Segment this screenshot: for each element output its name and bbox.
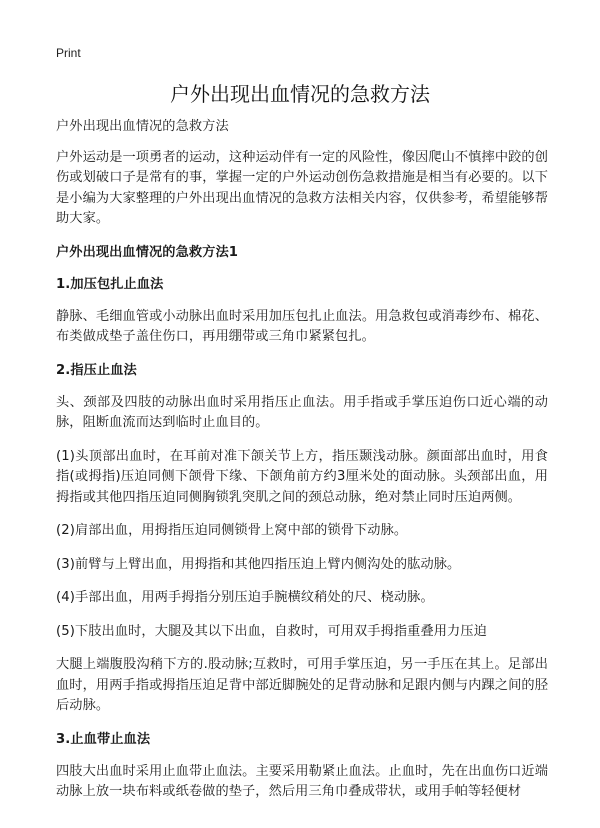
method-heading-3: 3.止血带止血法 xyxy=(56,731,151,747)
method-2-step-5: (5)下肢出血时，大腿及其以下出血，自救时，可用双手拇指重叠用力压迫 xyxy=(56,623,487,639)
section-heading: 户外出现出血情况的急救方法1 xyxy=(56,244,239,260)
intro-paragraph: 户外运动是一项勇者的运动，这种运动伴有一定的风险性，像因爬山不慎摔中跤的创伤或划破口子是常有的事，掌握一定的户外运动创伤急救措施是相当有必要的。以下是小编为大家整理的户外出现出血情况的急救方法相关内容，仅供参考，希望能够帮助大家。 xyxy=(56,149,548,226)
method-2-step-5-continued: 大腿上端腹股沟稍下方的.股动脉;互救时，可用手掌压迫，另一手压在其上。足部出血时，用两手指或拇指压迫足背中部近脚腕处的足背动脉和足跟内侧与内踝之间的胫后动脉。 xyxy=(56,657,548,713)
method-heading-1: 1.加压包扎止血法 xyxy=(56,276,164,292)
method-2-step-4: (4)手部出血，用两手拇指分别压迫手腕横纹稍处的尺、桡动脉。 xyxy=(56,590,434,605)
method-heading-2: 2.指压止血法 xyxy=(56,362,137,378)
method-2-step-1: (1)头顶部出血时，在耳前对准下颌关节上方，指压颞浅动脉。颜面部出血时，用食指(或拇指)压迫同侧下颌骨下缘、下颌角前方约3厘米处的面动脉。头颈部出血，用拇指或其他四指压迫同侧胸锁乳突肌之间的颈总动脉，绝对禁止同时压迫两侧。 xyxy=(56,448,548,505)
print-link[interactable]: Print xyxy=(56,46,81,60)
method-2-paragraph: 头、颈部及四肢的动脉出血时采用指压止血法。用手指或手掌压迫伤口近心端的动脉，阻断血流而达到临时止血目的。 xyxy=(56,394,548,430)
method-2-step-2: (2)肩部出血，用拇指压迫同侧锁骨上窝中部的锁骨下动脉。 xyxy=(56,523,408,538)
method-3-paragraph: 四肢大出血时采用止血带止血法。主要采用勒紧止血法。止血时，先在出血伤口近端动脉上放一块布料或纸卷做的垫子，然后用三角巾叠成带状，或用手帕等轻便材 xyxy=(56,763,548,799)
article-subtitle: 户外出现出血情况的急救方法 xyxy=(56,119,229,134)
article-body xyxy=(56,117,548,816)
method-1-paragraph: 静脉、毛细血管或小动脉出血时采用加压包扎止血法。用急救包或消毒纱布、棉花、布类做成垫子盖住伤口，再用绷带或三角巾紧紧包扎。 xyxy=(56,308,548,344)
method-2-step-3: (3)前臂与上臂出血，用拇指和其他四指压迫上臂内侧沟处的肱动脉。 xyxy=(56,556,461,572)
page-title: 户外出现出血情况的急救方法 xyxy=(170,82,430,106)
